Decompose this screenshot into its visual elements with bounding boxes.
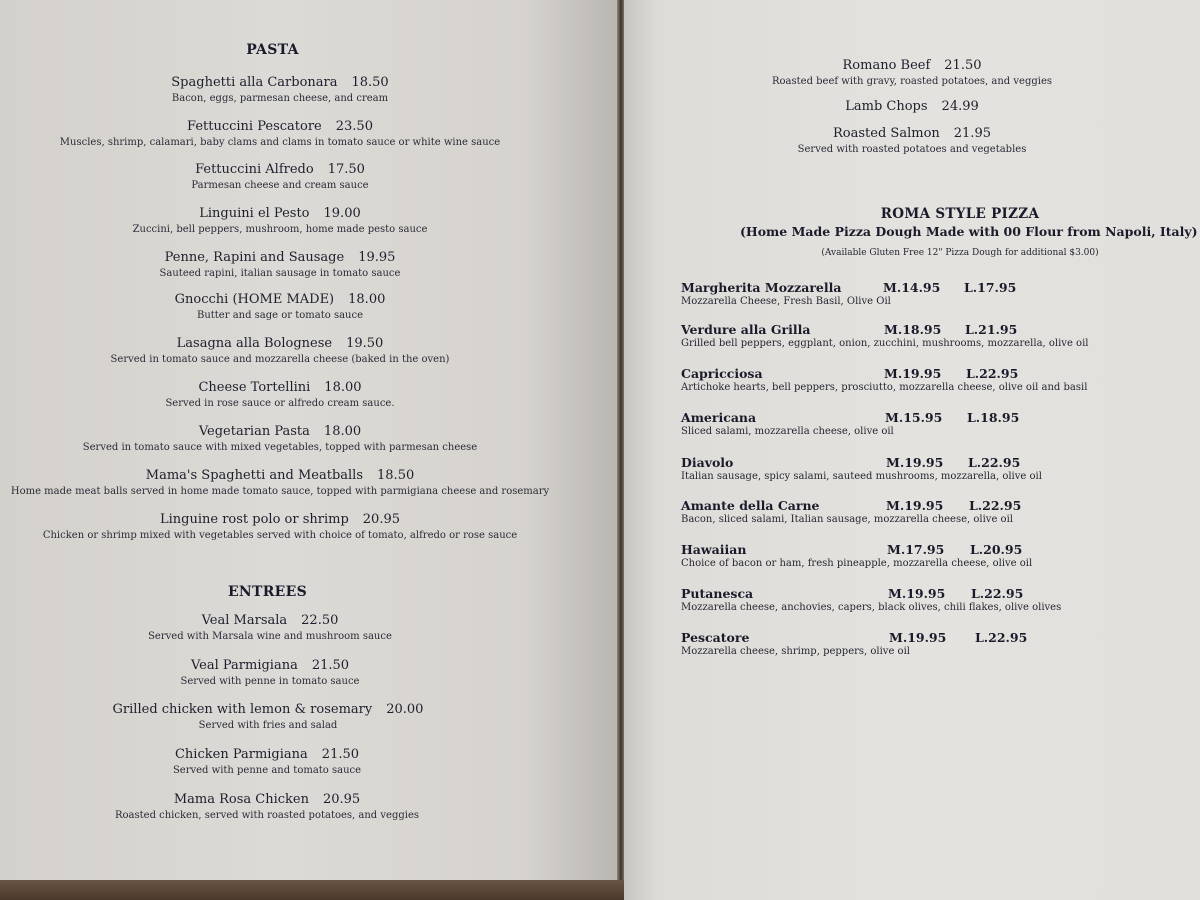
pizza-subheading: (Home Made Pizza Dough Made with 00 Flour from Napoli, Italy) <box>740 224 1198 239</box>
pizza-price-medium: M.17.95 <box>887 542 945 557</box>
item-name: Mama's Spaghetti and Meatballs <box>145 468 364 483</box>
menu-item <box>0 288 560 321</box>
pizza-price-medium: M.19.95 <box>888 586 946 601</box>
item-description: Served with penne in tomato sauce <box>180 676 360 687</box>
item-price: 20.95 <box>362 512 400 527</box>
item-name: Roasted Salmon <box>833 126 940 141</box>
pizza-description: Italian sausage, spicy salami, sauteed mushrooms, mozzarella, olive oil <box>681 471 1042 482</box>
pizza-price-large: L.20.95 <box>970 542 1023 557</box>
item-price: 18.00 <box>348 292 386 307</box>
item-price: 20.95 <box>322 792 361 807</box>
item-price: 20.00 <box>386 702 424 717</box>
item-price: 24.99 <box>941 99 979 114</box>
pizza-price-medium: M.19.95 <box>886 455 944 470</box>
item-price: 21.50 <box>321 747 360 762</box>
item-name: Mama Rosa Chicken <box>173 792 309 807</box>
item-price: 18.00 <box>323 424 362 439</box>
item-description: Parmesan cheese and cream sauce <box>191 180 369 191</box>
item-price: 18.00 <box>324 380 362 395</box>
item-description: Served in tomato sauce with mixed vegetables, topped with parmesan cheese <box>82 442 478 453</box>
item-description: Butter and sage or tomato sauce <box>196 310 363 321</box>
pizza-price-medium: M.19.95 <box>889 630 947 645</box>
item-name: Spaghetti alla Carbonara <box>171 75 338 90</box>
menu-item <box>0 71 560 104</box>
item-description: Chicken or shrimp mixed with vegetables served with choice of tomato, alfredo or rose sauce <box>42 530 518 541</box>
pizza-name: Margherita Mozzarella <box>681 280 842 295</box>
item-name: Romano Beef <box>842 58 931 73</box>
menu-item <box>724 54 1100 87</box>
menu-item <box>0 743 534 776</box>
menu-item <box>724 122 1100 155</box>
item-price: 19.00 <box>323 206 361 221</box>
menu-item <box>0 332 560 365</box>
pizza-description: Artichoke hearts, bell peppers, prosciutto, mozzarella cheese, olive oil and basil <box>681 382 1088 393</box>
item-price: 23.50 <box>335 119 373 134</box>
gluten-free-note: (Available Gluten Free 12" Pizza Dough for additional $3.00) <box>821 248 1099 258</box>
item-name: Fettuccini Pescatore <box>187 119 322 134</box>
item-description: Served in tomato sauce and mozzarella cheese (baked in the oven) <box>110 354 450 365</box>
pizza-price-large: L.22.95 <box>975 630 1028 645</box>
item-name: Cheese Tortellini <box>198 380 311 395</box>
menu-item <box>0 609 540 642</box>
menu-item <box>0 158 560 191</box>
pizza-price-medium: M.19.95 <box>884 366 942 381</box>
pizza-price-large: L.22.95 <box>968 455 1021 470</box>
menu-item <box>0 654 540 687</box>
item-price: 19.50 <box>346 336 384 351</box>
pizza-price-large: L.18.95 <box>967 410 1020 425</box>
table-surface <box>0 880 624 900</box>
menu-item <box>0 698 536 731</box>
pizza-price-large: L.22.95 <box>971 586 1024 601</box>
pizza-price-large: L.22.95 <box>966 366 1019 381</box>
menu-item <box>724 95 1100 114</box>
pizza-name: Capricciosa <box>681 366 763 381</box>
item-description: Served with roasted potatoes and vegetables <box>797 144 1027 155</box>
item-description: Sauteed rapini, italian sausage in tomato sauce <box>159 268 401 279</box>
item-price: 21.50 <box>944 58 982 73</box>
item-description: Served with penne and tomato sauce <box>172 765 362 776</box>
item-price: 21.95 <box>953 126 991 141</box>
item-price: 22.50 <box>301 613 339 628</box>
item-description: Zuccini, bell peppers, mushroom, home made pesto sauce <box>132 224 428 235</box>
item-description: Served in rose sauce or alfredo cream sauce. <box>165 398 395 409</box>
item-price: 17.50 <box>327 162 365 177</box>
item-name: Penne, Rapini and Sausage <box>164 250 345 265</box>
pizza-name: Americana <box>681 410 757 425</box>
pizza-price-medium: M.15.95 <box>885 410 943 425</box>
pizza-description: Bacon, sliced salami, Italian sausage, mozzarella cheese, olive oil <box>681 514 1013 525</box>
pizza-name: Amante della Carne <box>681 498 820 513</box>
item-name: Linguine rost polo or shrimp <box>159 512 349 527</box>
pizza-price-large: L.21.95 <box>965 322 1018 337</box>
menu-item <box>0 115 560 148</box>
item-name: Veal Marsala <box>201 613 288 628</box>
item-price: 18.50 <box>351 75 389 90</box>
pasta-heading: PASTA <box>246 42 299 58</box>
pizza-price-large: L.17.95 <box>964 280 1017 295</box>
pizza-description: Choice of bacon or ham, fresh pineapple, mozzarella cheese, olive oil <box>681 558 1033 569</box>
menu-item <box>0 464 560 497</box>
item-description: Roasted beef with gravy, roasted potatoes, and veggies <box>771 76 1052 87</box>
pizza-name: Putanesca <box>681 586 754 601</box>
pizza-price-large: L.22.95 <box>969 498 1022 513</box>
pizza-heading: ROMA STYLE PIZZA <box>880 206 1040 222</box>
item-price: 18.50 <box>377 468 415 483</box>
menu-item <box>0 420 560 453</box>
pizza-name: Diavolo <box>681 455 734 470</box>
pizza-name: Hawaiian <box>681 542 747 557</box>
pizza-description: Mozzarella cheese, shrimp, peppers, olive oil <box>681 646 910 657</box>
pizza-description: Mozzarella cheese, anchovies, capers, black olives, chili flakes, olive olives <box>681 602 1062 613</box>
item-description: Roasted chicken, served with roasted potatoes, and veggies <box>114 810 419 821</box>
pizza-description: Grilled bell peppers, eggplant, onion, zucchini, mushrooms, mozzarella, olive oil <box>681 338 1089 349</box>
pizza-price-medium: M.18.95 <box>884 322 942 337</box>
item-name: Linguini el Pesto <box>199 206 310 221</box>
item-price: 19.95 <box>358 250 396 265</box>
menu-item <box>0 508 560 541</box>
item-name: Lasagna alla Bolognese <box>176 336 333 351</box>
item-price: 21.50 <box>311 658 350 673</box>
pizza-name: Pescatore <box>681 630 750 645</box>
item-name: Vegetarian Pasta <box>198 424 310 439</box>
menu-item <box>0 202 560 235</box>
item-name: Lamb Chops <box>845 99 928 114</box>
item-name: Veal Parmigiana <box>190 658 298 673</box>
menu-item <box>0 376 560 409</box>
menu-item <box>0 788 534 821</box>
item-name: Grilled chicken with lemon & rosemary <box>112 702 373 717</box>
item-description: Served with Marsala wine and mushroom sauce <box>148 631 392 642</box>
item-name: Fettuccini Alfredo <box>195 162 314 177</box>
menu-item <box>0 246 560 279</box>
pizza-description: Sliced salami, mozzarella cheese, olive oil <box>681 426 894 437</box>
pizza-description: Mozzarella Cheese, Fresh Basil, Olive Oil <box>681 296 891 307</box>
item-name: Chicken Parmigiana <box>174 747 308 762</box>
item-description: Home made meat balls served in home made tomato sauce, topped with parmigiana cheese and rosemary <box>10 486 550 497</box>
item-name: Gnocchi (HOME MADE) <box>174 292 335 307</box>
item-description: Served with fries and salad <box>198 720 338 731</box>
pizza-name: Verdure alla Grilla <box>681 322 811 337</box>
entrees-heading: ENTREES <box>227 584 308 600</box>
pizza-price-medium: M.14.95 <box>883 280 941 295</box>
pizza-price-medium: M.19.95 <box>886 498 944 513</box>
item-description: Bacon, eggs, parmesan cheese, and cream <box>171 93 389 104</box>
item-description: Muscles, shrimp, calamari, baby clams and clams in tomato sauce or white wine sauce <box>59 137 501 148</box>
